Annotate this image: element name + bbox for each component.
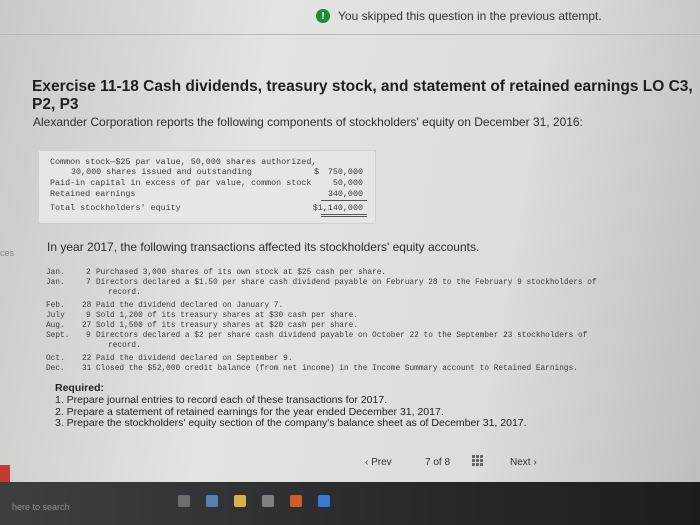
dollar-sign: $ xyxy=(314,167,320,177)
tx-text: Sold 1,200 of its treasury shares at $30 cash per share. xyxy=(96,312,359,320)
tx-text: Paid the dividend declared on September 9. xyxy=(96,355,293,363)
tx-text: Purchased 3,000 shares of its own stock at $25 cash per share. xyxy=(96,269,387,277)
tx-day: 2 xyxy=(86,269,91,277)
tx-month: Aug. xyxy=(46,322,65,330)
notice-text: You skipped this question in the previous attempt. xyxy=(338,9,602,23)
task-view-icon[interactable] xyxy=(178,495,190,507)
tx-text: Directors declared a $2 per share cash dividend payable on October 22 to the September 23 stockholders of xyxy=(96,332,588,340)
tx-month: Jan. xyxy=(46,279,65,287)
tx-day: 27 xyxy=(82,322,92,330)
taskbar xyxy=(0,482,700,525)
equity-line: Retained earnings xyxy=(50,189,136,199)
tx-month: July xyxy=(46,312,65,320)
tx-day: 28 xyxy=(82,302,92,310)
app-icon[interactable] xyxy=(290,495,302,507)
tx-day: 31 xyxy=(82,365,92,373)
tx-text: record. xyxy=(108,342,141,350)
current-page: 7 xyxy=(425,457,431,468)
tx-day: 9 xyxy=(86,332,91,340)
page-total: of 8 xyxy=(433,457,451,468)
equity-value: 750,000 xyxy=(327,167,363,177)
required-item: 2. Prepare a statement of retained earnings for the year ended December 31, 2017. xyxy=(55,405,444,418)
tx-text: Sold 1,500 of its treasury shares at $20 cash per share. xyxy=(96,322,359,330)
tx-text: record. xyxy=(108,289,141,297)
tx-month: Feb. xyxy=(46,302,65,310)
equity-value: 340,000 xyxy=(327,189,363,199)
tx-day: 9 xyxy=(86,312,91,320)
equity-line: 30,000 shares issued and outstanding xyxy=(71,167,252,177)
year-intro: In year 2017, the following transactions affected its stockholders' equity accounts. xyxy=(47,240,480,254)
tx-text: Paid the dividend declared on January 7. xyxy=(96,302,284,310)
grid-icon[interactable] xyxy=(472,455,483,466)
tx-text: Directors declared a $1.50 per share cash dividend payable on February 28 to the February 9 stockholders of xyxy=(96,279,597,287)
tx-month: Oct. xyxy=(46,355,65,363)
tx-month: Dec. xyxy=(46,365,65,373)
top-bar xyxy=(0,0,700,35)
equity-line: Total stockholders' equity xyxy=(50,203,181,213)
edge-icon[interactable] xyxy=(206,495,218,507)
equity-line: Common stock—$25 par value, 50,000 shares authorized, xyxy=(50,157,317,167)
side-label: ces xyxy=(0,248,15,258)
alert-icon: ! xyxy=(316,9,330,23)
required-item: 1. Prepare journal entries to record each of these transactions for 2017. xyxy=(55,393,388,406)
prev-button[interactable]: ‹ Prev xyxy=(365,457,392,468)
page-indicator xyxy=(425,457,450,468)
exercise-title: Exercise 11-18 Cash dividends, treasury stock, and statement of retained earnings LO C3, P2, P3 xyxy=(32,78,693,113)
skipped-notice xyxy=(316,9,602,23)
total-rule xyxy=(321,200,367,201)
tx-day: 7 xyxy=(86,279,91,287)
next-button[interactable]: Next › xyxy=(510,457,537,468)
browser-icon[interactable] xyxy=(318,495,330,507)
tx-month: Jan. xyxy=(46,269,65,277)
required-section xyxy=(55,383,527,430)
required-heading: Required: xyxy=(55,382,105,394)
folder-icon[interactable] xyxy=(234,495,246,507)
equity-table xyxy=(38,150,376,224)
required-item: 3. Prepare the stockholders' equity section of the company's balance sheet as of December 31, 2017. xyxy=(55,417,527,430)
exercise-intro: Alexander Corporation reports the following components of stockholders' equity on December 31, 2016: xyxy=(33,115,583,129)
tx-month: Sept. xyxy=(46,332,70,340)
tx-text: Closed the $52,000 credit balance (from net income) in the Income Summary account to Retained Earnings. xyxy=(96,365,578,373)
double-rule xyxy=(321,216,367,217)
equity-value: 50,000 xyxy=(332,178,363,188)
store-icon[interactable] xyxy=(262,495,274,507)
equity-total: $1,140,000 xyxy=(312,203,363,213)
equity-line: Paid-in capital in excess of par value, common stock xyxy=(50,178,312,188)
tx-day: 22 xyxy=(82,355,92,363)
double-rule xyxy=(321,214,367,215)
taskbar-search[interactable]: here to search xyxy=(12,502,70,512)
